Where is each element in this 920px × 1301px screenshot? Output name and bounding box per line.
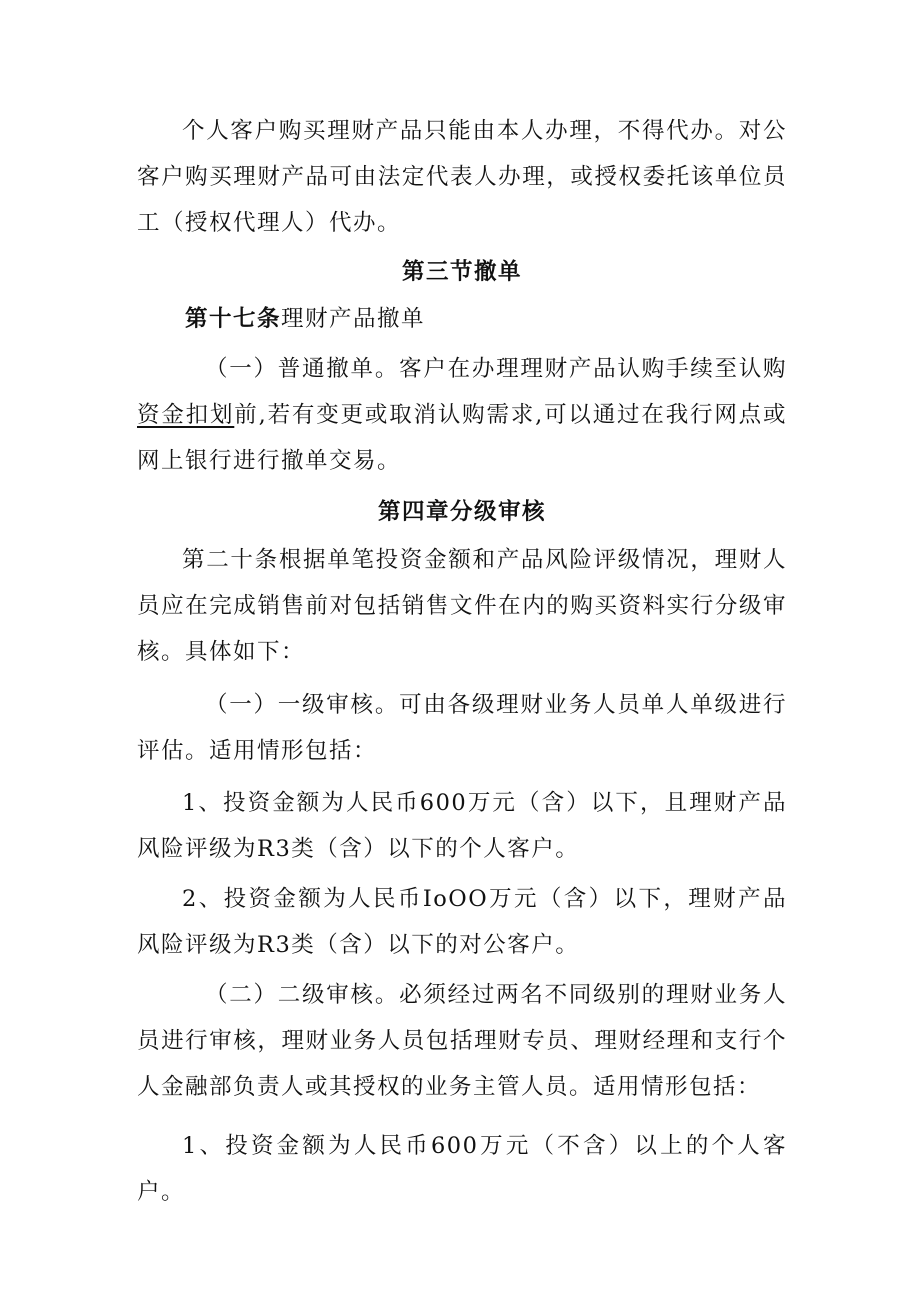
level2-review: （二）二级审核。必须经过两名不同级别的理财业务人员进行审核，理财业务人员包括理财专员、理财经理和支行个人金融部负责人或其授权的业务主管人员。适用情形包括： — [137, 982, 787, 1100]
article-20: 第二十条根据单笔投资金额和产品风险评级情况，理财人员应在完成销售前对包括销售文件在内的购买资料实行分级审核。具体如下： — [137, 547, 787, 665]
level1-item1: 1、投资金额为人民币600万元（含）以下，且理财产品风险评级为R3类（含）以下的个人客户。 — [137, 790, 787, 862]
withdraw-text-b: 前,若有变更或取消认购需求,可以通过在我行网点或网上银行进行撤单交易。 — [137, 402, 787, 474]
underlined-term: 资金扣划 — [137, 402, 235, 428]
chapter-heading-review: 第四章分级审核 — [377, 499, 546, 525]
article-17-title: 理财产品撤单 — [281, 306, 426, 332]
section-heading-withdraw: 第三节撤单 — [401, 259, 522, 285]
withdraw-text-a: （一）普通撤单。客户在办理理财产品认购手续至认购 — [205, 356, 787, 382]
level1-item2: 2、投资金额为人民币IoOO万元（含）以下，理财产品风险评级为R3类（含）以下的对公客户。 — [137, 886, 787, 958]
article-17 — [137, 296, 787, 342]
article-17-number: 第十七条 — [185, 306, 282, 332]
level2-item1: 1、投资金额为人民币600万元（不含）以上的个人客户。 — [137, 1133, 787, 1205]
level1-review: （一）一级审核。可由各级理财业务人员单人单级进行评估。适用情形包括： — [137, 692, 787, 764]
paragraph-normal-withdraw — [137, 346, 787, 484]
paragraph-customer-purchase: 个人客户购买理财产品只能由本人办理，不得代办。对公客户购买理财产品可由法定代表人办理，或授权委托该单位员工（授权代理人）代办。 — [137, 118, 787, 236]
